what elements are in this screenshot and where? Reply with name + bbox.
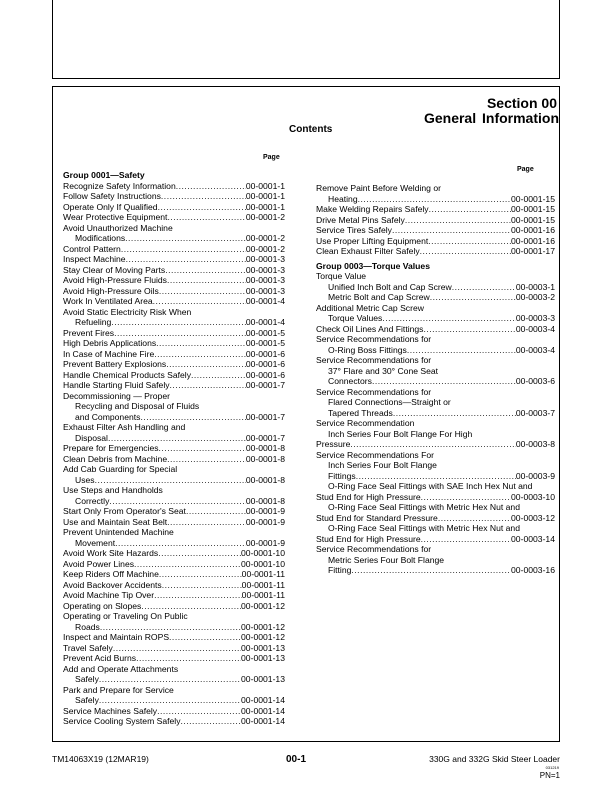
toc-entry-page: 00-0001-5 [245,327,285,338]
toc-entry-title: High Debris Applications [63,338,157,348]
toc-entry-text: Add and Operate Attachments [63,663,179,674]
toc-entry-page: 00-0001-2 [245,233,285,243]
toc-entry-page: 00-0001-2 [245,212,285,222]
toc-entry[interactable] [63,548,285,559]
toc-entry[interactable] [63,643,285,654]
toc-entry[interactable] [63,359,285,370]
toc-entry[interactable] [63,580,285,591]
dot-leader [393,408,516,419]
toc-entry[interactable] [316,471,555,482]
dot-leader [356,471,516,482]
toc-entry-text: O-Ring Face Seal Fittings with Metric Hex Nut and [328,502,520,512]
toc-entry[interactable] [63,496,285,507]
toc-entry[interactable] [316,324,555,335]
dot-leader [166,359,246,370]
contents-heading: Contents [289,124,333,135]
toc-entry-page: 00-0001-17 [511,246,555,256]
toc-column-left [63,170,285,727]
toc-entry[interactable] [63,538,285,549]
dot-leader [140,412,245,423]
dot-leader [136,653,241,664]
toc-entry[interactable] [63,506,285,517]
toc-entry-title: Modifications [75,233,126,243]
toc-entry-page: 00-0003-12 [511,512,555,523]
dot-leader [159,443,246,454]
toc-entry-text: Avoid Unauthorized Machine [63,222,173,233]
toc-entry-title: Safely [75,695,99,705]
toc-entry-title: Operate Only If Qualified [63,201,158,212]
toc-entry[interactable] [63,412,285,423]
dot-leader [159,569,242,580]
toc-entry[interactable] [63,349,285,360]
dot-leader [407,345,516,356]
toc-entry-title: Operating on Slopes [63,600,142,611]
dot-leader [141,601,241,612]
dot-leader [165,265,246,276]
toc-entry-title: Avoid Machine Tip Over [63,590,155,600]
toc-entry-page: 00-0003-10 [511,491,555,502]
toc-entry-title: Fitting [328,565,352,575]
dot-leader [186,506,246,517]
toc-entry-text: Additional Metric Cap Screw [316,302,424,313]
toc-entry-page: 00-0003-8 [515,439,555,449]
toc-entry-text: Park and Prepare for Service [63,684,174,695]
toc-entry-page: 00-0001-14 [241,716,285,726]
dot-leader [161,191,246,202]
toc-entry-text: Decommissioning — Proper [63,390,170,401]
dot-leader [438,513,511,524]
toc-entry[interactable] [63,443,285,454]
dot-leader [420,246,511,257]
toc-entry-title: Refueling [75,317,112,327]
toc-entry-text: O-Ring Face Seal Fittings with SAE Inch Hex Nut and [328,481,533,491]
toc-entry-page: 00-0001-6 [245,348,285,359]
toc-entry-title: Connectors [328,376,372,386]
dot-leader [421,534,511,545]
toc-entry[interactable] [63,317,285,328]
toc-entry-page: 00-0001-4 [245,317,285,327]
toc-entry-page: 00-0001-6 [245,359,285,369]
toc-entry-title: Handle Starting Fluid Safely [63,380,170,390]
toc-entry-text: Service Recommendations For [316,449,434,460]
toc-entry-page: 00-0001-8 [245,495,285,506]
toc-entry[interactable] [63,706,285,717]
toc-entry[interactable] [63,601,285,612]
toc-entry[interactable] [316,313,555,324]
dot-leader [153,296,246,307]
toc-entry-title: Fittings [328,470,356,481]
toc-entry-page: 00-0001-16 [511,235,555,246]
dot-leader [176,181,246,192]
toc-entry-title: Tapered Threads [328,407,393,418]
header-frame [52,0,560,79]
dot-leader [162,580,242,591]
toc-entry[interactable] [316,194,555,205]
dot-leader [167,275,246,286]
toc-entry-page: 00-0003-4 [515,323,555,334]
toc-entry-title: Inspect Machine [63,254,126,264]
toc-entry-title: Keep Riders Off Machine [63,569,159,579]
toc-entry-page: 00-0001-8 [245,474,285,485]
toc-entry-title: Start Only From Operator's Seat [63,506,186,516]
toc-entry-text: Service Recommendations for [316,544,432,554]
toc-entry-page: 00-0003-9 [515,470,555,481]
toc-entry-title: Heating [328,193,358,204]
toc-entry[interactable] [316,439,555,450]
dot-leader [99,674,241,685]
toc-entry-title: Service Machines Safely [63,705,158,716]
dot-leader [158,548,241,559]
toc-entry-title: Inspect and Maintain ROPS [63,632,170,642]
toc-entry-page: 00-0001-12 [241,600,285,611]
toc-entry-title: Avoid High-Pressure Oils [63,285,159,296]
toc-entry[interactable] [316,246,555,257]
toc-entry[interactable] [316,204,555,215]
dot-leader [113,643,241,654]
toc-entry-page: 00-0003-2 [515,292,555,302]
dot-leader [115,538,246,549]
toc-entry-page: 00-0003-6 [515,376,555,386]
dot-leader [428,236,511,247]
toc-entry-title: and Components [75,411,141,422]
toc-entry[interactable] [63,559,285,570]
toc-entry-text: Service Recommendation [316,418,415,428]
toc-entry-page: 00-0001-5 [245,338,285,348]
toc-entry[interactable] [63,328,285,339]
toc-entry[interactable] [63,716,285,727]
toc-entry-page: 00-0001-3 [245,264,285,275]
toc-entry-page: 00-0001-3 [245,285,285,296]
toc-entry-title: Pressure [316,439,351,449]
toc-entry-page: 00-0001-15 [511,204,555,214]
toc-entry-title: Use Proper Lifting Equipment [316,235,429,246]
toc-entry-title: Roads [75,621,100,632]
toc-entry[interactable] [316,282,555,293]
toc-entry-page: 00-0001-13 [241,674,285,684]
pn-label: PN=1 [539,771,560,780]
toc-entry-title: Stay Clear of Moving Parts [63,264,166,275]
dot-leader [170,380,246,391]
toc-entry-title: Avoid Backover Accidents [63,579,162,590]
toc-entry[interactable] [63,632,285,643]
page-number: 00-1 [286,754,307,765]
toc-entry-title: Drive Metal Pins Safely [316,214,405,225]
toc-entry[interactable] [316,376,555,387]
toc-entry-title: Recognize Safety Information [63,180,176,191]
toc-entry-page: 00-0003-3 [515,313,555,323]
toc-entry-page: 00-0001-3 [245,275,285,285]
toc-entry-text: Operating or Traveling On Public [63,611,188,621]
dot-leader [405,215,511,226]
toc-entry-page: 00-0001-1 [245,191,285,201]
toc-entry-page: 00-0003-14 [511,533,555,544]
toc-entry[interactable] [316,236,555,247]
group-heading: Group 0001—Safety [63,170,145,180]
group-heading: Group 0003—Torque Values [316,260,430,271]
toc-entry-page: 00-0001-9 [245,537,285,548]
toc-entry-text: Inch Series Four Bolt Flange For High [328,428,473,439]
toc-entry-text: Service Recommendations for [316,334,432,344]
dot-leader [99,695,241,706]
toc-entry-page: 00-0001-15 [511,193,555,204]
toc-entry-title: Prevent Acid Burns [63,653,137,663]
toc-entry-title: Prevent Fires [63,327,115,338]
toc-entry[interactable] [63,433,285,444]
toc-entry[interactable] [63,181,285,192]
toc-entry[interactable] [63,454,285,465]
toc-entry[interactable] [63,695,285,706]
toc-entry-text: O-Ring Face Seal Fittings with Metric Hex Nut and [328,523,520,533]
toc-entry[interactable] [63,517,285,528]
toc-entry[interactable] [63,370,285,381]
toc-entry[interactable] [63,622,285,633]
toc-entry-title: Avoid Power Lines [63,558,135,569]
toc-entry[interactable] [63,296,285,307]
toc-entry-title: Check Oil Lines And Fittings [316,323,424,334]
toc-entry-title: Movement [75,537,116,548]
toc-entry-title: Prepare for Emergencies [63,443,159,453]
toc-entry[interactable] [316,345,555,356]
toc-entry-page: 00-0001-13 [241,642,285,653]
toc-entry-page: 00-0001-6 [245,369,285,380]
toc-entry-title: Clean Debris from Machine [63,453,168,464]
toc-entry-page: 00-0003-7 [515,407,555,418]
toc-entry-page: 00-0001-10 [241,558,285,569]
toc-entry-title: Clean Exhaust Filter Safely [316,246,420,256]
dot-leader [358,194,511,205]
toc-entry-title: Metric Bolt and Cap Screw [328,292,430,302]
toc-entry-title: Handle Chemical Products Safely [63,369,192,380]
toc-entry-text: Service Recommendations for [316,355,432,365]
dot-leader [157,706,241,717]
toc-entry-title: Follow Safety Instructions [63,191,161,201]
toc-entry-title: Service Tires Safely [316,225,392,235]
toc-entry-page: 00-0003-1 [515,281,555,292]
dot-leader [108,433,246,444]
section-number: Section 00 [486,95,557,111]
toc-entry[interactable] [63,475,285,486]
dot-leader [167,454,246,465]
dot-leader [154,590,242,601]
page-column-header-left: Page [263,154,280,161]
toc-entry[interactable] [316,565,555,576]
dot-leader [191,370,246,381]
toc-entry[interactable] [63,265,285,276]
toc-entry-text: 37° Flare and 30° Cone Seat [328,365,439,376]
toc-entry-page: 00-0001-9 [245,516,285,527]
toc-entry-page: 00-0001-1 [245,180,285,191]
toc-entry-title: Wear Protective Equipment [63,212,168,222]
page-column-header-right: Page [517,166,534,173]
toc-entry-title: Control Pattern [63,243,121,254]
dot-leader [452,282,516,293]
dot-leader [100,622,241,633]
toc-entry-title: In Case of Machine Fire [63,348,155,359]
toc-entry-title: Torque Values [328,313,383,323]
toc-entry-page: 00-0001-7 [245,411,285,422]
toc-entry-title: Stud End for High Pressure [316,533,421,544]
dot-leader [181,716,242,727]
toc-entry-page: 00-0001-4 [245,296,285,306]
toc-entry[interactable] [63,244,285,255]
dot-leader [382,313,516,324]
dot-leader [109,496,245,507]
toc-entry-title: Stud End for Standard Pressure [316,512,438,523]
toc-entry-text: Inch Series Four Bolt Flange [328,460,437,470]
dot-leader [158,202,246,213]
toc-entry-title: Avoid High-Pressure Fluids [63,275,167,285]
toc-entry-title: Service Cooling System Safely [63,716,181,726]
toc-entry[interactable] [63,590,285,601]
dot-leader [95,475,246,486]
toc-entry[interactable] [63,653,285,664]
toc-entry[interactable] [316,513,555,524]
toc-entry-text: Add Cab Guarding for Special [63,464,178,474]
dot-leader [372,376,516,387]
dot-leader [167,517,246,528]
toc-entry[interactable] [63,338,285,349]
toc-entry-page: 00-0001-11 [241,579,285,590]
dot-leader [121,244,246,255]
toc-entry-title: Use and Maintain Seat Belt [63,516,168,527]
toc-entry-page: 00-0003-16 [511,565,555,575]
toc-entry[interactable] [63,254,285,265]
toc-entry-title: Stud End for High Pressure [316,491,421,502]
toc-entry-page: 00-0001-3 [245,254,285,264]
toc-entry[interactable] [316,292,555,303]
toc-entry-title: Disposal [75,432,108,443]
toc-entry-page: 00-0001-14 [241,695,285,705]
toc-entry-page: 00-0001-10 [241,548,285,558]
toc-entry-page: 00-0001-7 [245,432,285,443]
toc-entry-title: Travel Safely [63,642,113,653]
document-id: TM14063X19 (12MAR19) [52,754,149,764]
toc-entry-text: Metric Series Four Bolt Flange [328,554,445,565]
section-title: General Information [423,110,559,126]
dot-leader [159,286,246,297]
toc-entry[interactable] [316,534,555,545]
toc-entry-page: 00-0001-2 [245,243,285,254]
toc-entry-page: 00-0001-11 [241,590,285,600]
toc-entry-title: O-Ring Boss Fittings [328,344,407,355]
dot-leader [430,292,516,303]
toc-entry-page: 00-0001-7 [245,380,285,390]
toc-column-right [316,183,555,576]
toc-entry-page: 00-0001-9 [245,506,285,516]
toc-entry[interactable] [316,225,555,236]
dot-leader [167,212,245,223]
date-code: 031219 [545,765,559,770]
dot-leader [154,349,246,360]
dot-leader [114,328,246,339]
dot-leader [421,492,511,503]
dot-leader [350,439,515,450]
toc-entry-text: Remove Paint Before Welding or [316,183,441,193]
toc-entry-title: Avoid Work Site Hazards [63,548,159,558]
toc-entry-text: Recycling and Disposal of Fluids [75,401,200,411]
toc-entry-page: 00-0001-15 [511,214,555,225]
toc-entry-title: Prevent Battery Explosions [63,359,167,369]
dot-leader [111,317,246,328]
toc-entry-title: Safely [75,674,99,684]
dot-leader [351,565,511,576]
toc-entry[interactable] [63,275,285,286]
toc-entry[interactable] [63,674,285,685]
toc-entry[interactable] [63,569,285,580]
toc-entry-title: Unified Inch Bolt and Cap Screw [328,281,452,292]
dot-leader [423,324,515,335]
toc-entry[interactable] [63,202,285,213]
toc-entry-page: 00-0001-14 [241,705,285,716]
toc-entry-text: Prevent Unintended Machine [63,527,174,537]
toc-entry-page: 00-0003-4 [515,344,555,355]
toc-entry-page: 00-0001-11 [241,569,285,579]
toc-entry-page: 00-0001-12 [241,621,285,632]
toc-entry-text: Service Recommendations for [316,386,432,397]
toc-entry-title: Make Welding Repairs Safely [316,204,429,214]
toc-entry-page: 00-0001-8 [245,453,285,464]
toc-entry-page: 00-0001-13 [241,653,285,663]
dot-leader [125,233,246,244]
toc-entry[interactable] [63,380,285,391]
toc-entry-title: Correctly [75,495,110,506]
toc-entry-page: 00-0001-8 [245,443,285,453]
toc-entry-title: Uses [75,474,95,485]
dot-leader [134,559,241,570]
toc-entry[interactable] [63,286,285,297]
product-name: 330G and 332G Skid Steer Loader [429,754,560,764]
toc-entry-text: Torque Value [316,271,367,281]
dot-leader [126,254,246,265]
toc-entry-text: Flared Connections—Straight or [328,397,451,407]
dot-leader [156,338,246,349]
toc-entry[interactable] [316,215,555,226]
toc-entry-page: 00-0001-12 [241,632,285,642]
toc-entry[interactable] [63,191,285,202]
toc-entry-text: Use Steps and Handholds [63,485,163,495]
toc-entry[interactable] [316,492,555,503]
toc-entry[interactable] [63,212,285,223]
toc-entry[interactable] [63,233,285,244]
toc-entry-text: Avoid Static Electricity Risk When [63,306,192,317]
toc-entry-text: Exhaust Filter Ash Handling and [63,422,186,432]
toc-entry-page: 00-0001-16 [511,225,555,235]
dot-leader [429,204,511,215]
toc-entry[interactable] [316,408,555,419]
dot-leader [169,632,241,643]
dot-leader [392,225,511,236]
toc-entry-page: 00-0001-1 [245,201,285,212]
toc-entry-title: Work In Ventilated Area [63,296,153,306]
